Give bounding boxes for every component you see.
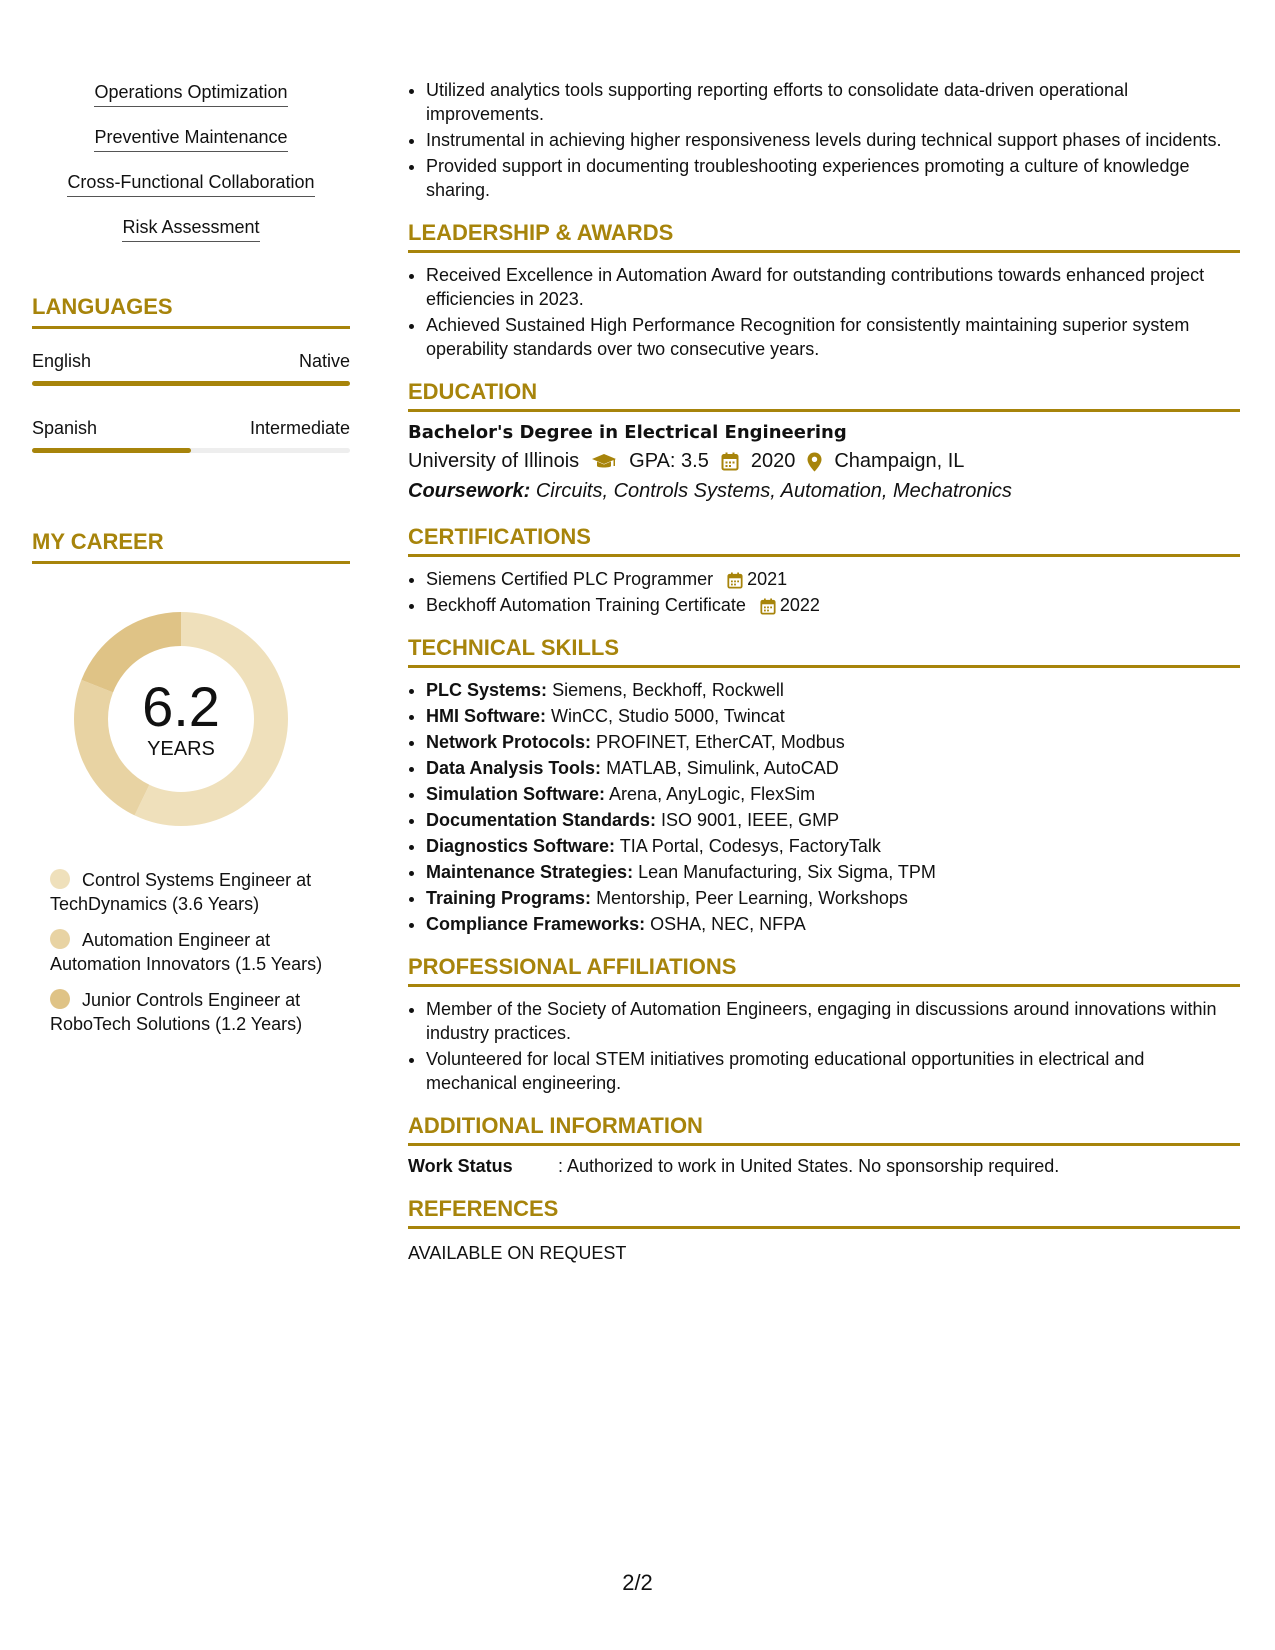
language-level: Native xyxy=(298,351,350,371)
language-bar-fill xyxy=(32,381,350,386)
calendar-icon xyxy=(727,567,743,591)
page-number: 2/2 xyxy=(622,1570,653,1595)
skill-values: MATLAB, Simulink, AutoCAD xyxy=(606,758,839,778)
technical-skill-item xyxy=(426,912,1240,936)
experience-bullets xyxy=(408,78,1240,202)
skill-category: Simulation Software: xyxy=(426,784,606,804)
skill-category: HMI Software: xyxy=(426,706,547,726)
leadership-heading: LEADERSHIP & AWARDS xyxy=(408,220,1240,253)
graduation-year: 2020 xyxy=(750,450,796,472)
skill-category: Diagnostics Software: xyxy=(426,836,616,856)
skill-category: Training Programs: xyxy=(426,888,592,908)
references-section xyxy=(408,1196,1240,1265)
award-item: • Achieved Sustained High Performance Recognition for consistently maintaining superior system operability standards over two consecutive years. xyxy=(426,313,1240,361)
skill-values: WinCC, Studio 5000, Twincat xyxy=(551,706,785,726)
language-name: English xyxy=(32,351,92,371)
graduation-cap-icon xyxy=(591,446,617,476)
references-text: AVAILABLE ON REQUEST xyxy=(408,1243,627,1263)
skill-tags xyxy=(32,80,350,260)
technical-skill-item xyxy=(426,860,1240,884)
coursework-list: Circuits, Controls Systems, Automation, Mechatronics xyxy=(535,480,1012,502)
legend-dot xyxy=(50,989,70,1009)
affiliations-section xyxy=(408,954,1240,1095)
skill-values: ISO 9001, IEEE, GMP xyxy=(661,810,840,830)
school-name: University of Illinois xyxy=(408,450,580,472)
experience-bullet: • Provided support in documenting troubleshooting experiences promoting a culture of knowledge sharing. xyxy=(426,154,1240,202)
language-bar xyxy=(32,448,350,453)
left-column xyxy=(32,80,350,1048)
legend-dot xyxy=(50,869,70,889)
certifications-heading: CERTIFICATIONS xyxy=(408,524,1240,557)
technical-skill-item xyxy=(426,756,1240,780)
certification-year: 2022 xyxy=(779,595,820,615)
coursework xyxy=(408,476,1240,506)
career-legend xyxy=(50,868,330,1036)
skill-category: Network Protocols: xyxy=(426,732,592,752)
degree-title: Bachelor's Degree in Electrical Engineering xyxy=(408,422,847,443)
technical-skills-heading: TECHNICAL SKILLS xyxy=(408,635,1240,668)
technical-skill-item xyxy=(426,704,1240,728)
affiliation-item: • Member of the Society of Automation Engineers, engaging in discussions around innovations within industry practices. xyxy=(426,997,1240,1045)
legend-dot xyxy=(50,929,70,949)
career-legend-item xyxy=(50,868,330,916)
skill-category: Documentation Standards: xyxy=(426,810,657,830)
coursework-label: Coursework: xyxy=(408,480,531,502)
technical-skill-item xyxy=(426,834,1240,858)
award-item: • Received Excellence in Automation Award for outstanding contributions towards enhanced project efficiencies in 2023. xyxy=(426,263,1240,311)
career-unit: YEARS xyxy=(147,738,215,760)
work-status-row xyxy=(408,1154,1240,1178)
languages-heading: LANGUAGES xyxy=(32,294,350,329)
language-name: Spanish xyxy=(32,418,98,438)
technical-skill-item xyxy=(426,678,1240,702)
technical-skill-item xyxy=(426,886,1240,910)
references-heading: REFERENCES xyxy=(408,1196,1240,1229)
work-status-value: : Authorized to work in United States. No sponsorship required. xyxy=(558,1156,1060,1176)
technical-skill-item xyxy=(426,782,1240,806)
technical-skills-list xyxy=(408,678,1240,936)
certification-year: 2021 xyxy=(747,569,788,589)
additional-info-heading: ADDITIONAL INFORMATION xyxy=(408,1113,1240,1146)
experience-bullet: • Utilized analytics tools supporting reporting efforts to consolidate data-driven operational improvements. xyxy=(426,78,1240,126)
skill-tag: Cross-Functional Collaboration xyxy=(67,170,314,197)
certification-name: • Beckhoff Automation Training Certificate xyxy=(426,595,746,615)
language-bar-fill xyxy=(32,448,191,453)
education-section xyxy=(408,379,1240,506)
certifications-section xyxy=(408,524,1240,617)
skill-values: Siemens, Beckhoff, Rockwell xyxy=(552,680,784,700)
skill-category: PLC Systems: xyxy=(426,680,548,700)
career-total: 6.2 xyxy=(142,675,220,738)
language-item xyxy=(32,349,350,386)
certification-name: • Siemens Certified PLC Programmer xyxy=(426,569,714,589)
language-item xyxy=(32,416,350,453)
legend-label: Control Systems Engineer at TechDynamics (3.6 Years) xyxy=(50,870,312,914)
skill-values: Lean Manufacturing, Six Sigma, TPM xyxy=(638,862,936,882)
skill-values: PROFINET, EtherCAT, Modbus xyxy=(596,732,845,752)
skill-category: Maintenance Strategies: xyxy=(426,862,634,882)
career-legend-item xyxy=(50,928,330,976)
affiliation-item: • Volunteered for local STEM initiatives promoting educational opportunities in electrical and mechanical engineering. xyxy=(426,1047,1240,1095)
career-heading: MY CAREER xyxy=(32,529,350,564)
skill-values: Mentorship, Peer Learning, Workshops xyxy=(596,888,908,908)
skill-tag: Preventive Maintenance xyxy=(94,125,287,152)
right-column xyxy=(408,78,1240,1265)
work-status-label: Work Status xyxy=(408,1156,513,1176)
calendar-icon xyxy=(721,446,739,476)
map-pin-icon xyxy=(807,446,822,476)
career-donut-chart xyxy=(66,604,296,834)
language-bar xyxy=(32,381,350,386)
skill-tag: Risk Assessment xyxy=(122,215,259,242)
calendar-icon xyxy=(760,593,776,617)
technical-skills-section xyxy=(408,635,1240,936)
skill-category: Compliance Frameworks: xyxy=(426,914,646,934)
gpa: GPA: 3.5 xyxy=(629,450,709,472)
certification-item xyxy=(426,593,1240,617)
career-section xyxy=(32,529,350,1036)
skill-values: Arena, AnyLogic, FlexSim xyxy=(609,784,816,804)
technical-skill-item xyxy=(426,808,1240,832)
education-heading: EDUCATION xyxy=(408,379,1240,412)
skill-values: OSHA, NEC, NFPA xyxy=(650,914,806,934)
affiliations-heading: PROFESSIONAL AFFILIATIONS xyxy=(408,954,1240,987)
experience-bullet: • Instrumental in achieving higher responsiveness levels during technical support phases of incidents. xyxy=(426,128,1240,152)
technical-skill-item xyxy=(426,730,1240,754)
skill-category: Data Analysis Tools: xyxy=(426,758,602,778)
career-legend-item xyxy=(50,988,330,1036)
languages-section xyxy=(32,294,350,453)
skill-values: TIA Portal, Codesys, FactoryTalk xyxy=(619,836,881,856)
language-level: Intermediate xyxy=(249,418,350,438)
skill-tag: Operations Optimization xyxy=(94,80,287,107)
education-location: Champaign, IL xyxy=(834,450,965,472)
additional-info-section xyxy=(408,1113,1240,1178)
legend-label: Junior Controls Engineer at RoboTech Solutions (1.2 Years) xyxy=(50,990,303,1034)
certification-item xyxy=(426,567,1240,591)
legend-label: Automation Engineer at Automation Innovators (1.5 Years) xyxy=(50,930,323,974)
leadership-section xyxy=(408,220,1240,361)
education-meta xyxy=(408,446,1240,476)
